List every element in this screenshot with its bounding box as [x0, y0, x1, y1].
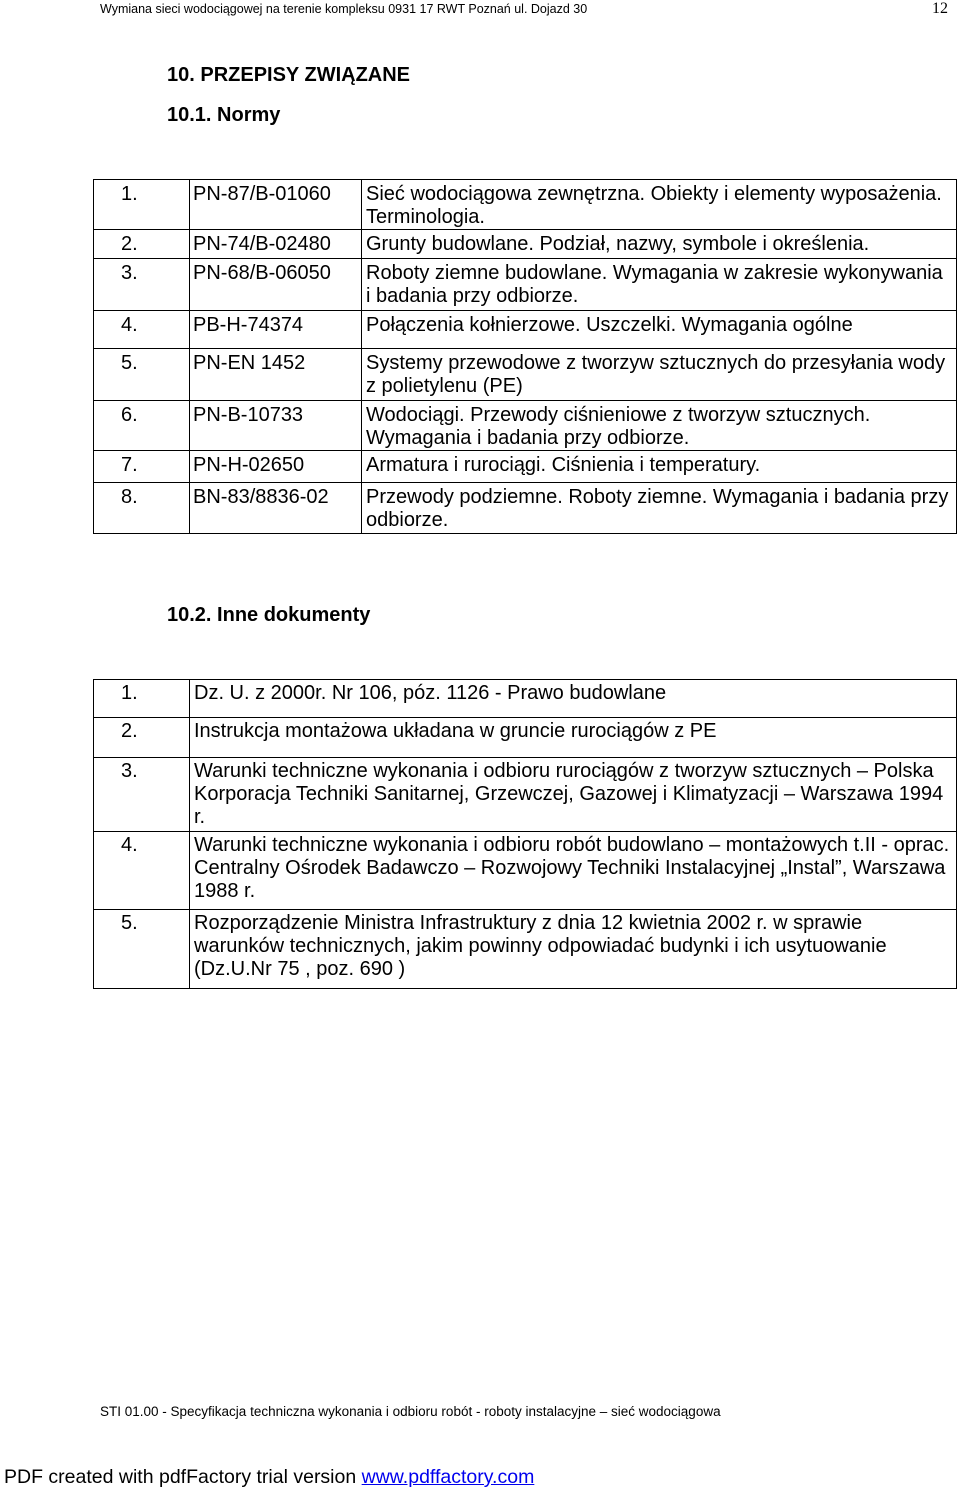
- table-row: [94, 832, 957, 910]
- norm-number: 4.: [94, 311, 190, 349]
- norm-number: 1.: [94, 180, 190, 230]
- norm-number: 8.: [94, 483, 190, 534]
- table-row: [94, 401, 957, 451]
- norm-number: 7.: [94, 451, 190, 483]
- documents-table: [93, 679, 957, 989]
- table-row: [94, 910, 957, 989]
- table-row: [94, 180, 957, 230]
- pdffactory-link[interactable]: www.pdffactory.com: [361, 1466, 535, 1488]
- norm-number: 3.: [94, 259, 190, 311]
- norm-code: PN-EN 1452: [190, 349, 362, 401]
- pdf-creator-note: [4, 1466, 534, 1489]
- subsection-title-documents: 10.2. Inne dokumenty: [167, 604, 371, 626]
- norm-description: Połączenia kołnierzowe. Uszczelki. Wymagania ogólne: [362, 311, 957, 349]
- table-row: [94, 718, 957, 758]
- norm-number: 5.: [94, 349, 190, 401]
- document-text: Instrukcja montażowa układana w gruncie rurociągów z PE: [190, 718, 957, 758]
- subsection-title-norms: 10.1. Normy: [167, 104, 281, 126]
- norm-code: PN-74/B-02480: [190, 230, 362, 259]
- norm-code: BN-83/8836-02: [190, 483, 362, 534]
- document-text: Rozporządzenie Ministra Infrastruktury z dnia 12 kwietnia 2002 r. w sprawie warunków technicznych, jakim powinny odpowiadać budynki i ich usytuowanie (Dz.U.Nr 75 , poz. 690 ): [190, 910, 957, 989]
- table-row: [94, 311, 957, 349]
- table-row: [94, 758, 957, 832]
- document-number: 1.: [94, 680, 190, 718]
- document-number: 3.: [94, 758, 190, 832]
- norm-number: 6.: [94, 401, 190, 451]
- pdf-creator-text: PDF created with pdfFactory trial version: [4, 1466, 362, 1488]
- document-text: Warunki techniczne wykonania i odbioru rurociągów z tworzyw sztucznych – Polska Korporacja Techniki Sanitarnej, Grzewczej, Gazowej i Klimatyzacji – Warszawa 1994 r.: [190, 758, 957, 832]
- document-number: 5.: [94, 910, 190, 989]
- norm-description: Roboty ziemne budowlane. Wymagania w zakresie wykonywania i badania przy odbiorze.: [362, 259, 957, 311]
- norm-description: Grunty budowlane. Podział, nazwy, symbole i określenia.: [362, 230, 957, 259]
- document-text: Warunki techniczne wykonania i odbioru robót budowlano – montażowych t.II - oprac. Centralny Ośrodek Badawczo – Rozwojowy Techniki Instalacyjnej „Instal”, Warszawa 1988 r.: [190, 832, 957, 910]
- section-title: 10. PRZEPISY ZWIĄZANE: [167, 64, 411, 86]
- norm-code: PN-H-02650: [190, 451, 362, 483]
- norm-description: Wodociągi. Przewody ciśnieniowe z tworzyw sztucznych. Wymagania i badania przy odbiorze.: [362, 401, 957, 451]
- table-row: [94, 483, 957, 534]
- document-number: 2.: [94, 718, 190, 758]
- document-number: 4.: [94, 832, 190, 910]
- footer-spec: STI 01.00 - Specyfikacja techniczna wykonania i odbioru robót - roboty instalacyjne – sieć wodociągowa: [100, 1404, 721, 1419]
- table-row: [94, 259, 957, 311]
- norm-code: PN-87/B-01060: [190, 180, 362, 230]
- norm-number: 2.: [94, 230, 190, 259]
- page-number: 12: [932, 0, 948, 17]
- table-row: [94, 451, 957, 483]
- table-row: [94, 680, 957, 718]
- running-header: Wymiana sieci wodociągowej na terenie kompleksu 0931 17 RWT Poznań ul. Dojazd 30: [100, 2, 588, 16]
- table-row: [94, 349, 957, 401]
- norm-code: PB-H-74374: [190, 311, 362, 349]
- norm-description: Przewody podziemne. Roboty ziemne. Wymagania i badania przy odbiorze.: [362, 483, 957, 534]
- norm-description: Systemy przewodowe z tworzyw sztucznych do przesyłania wody z polietylenu (PE): [362, 349, 957, 401]
- norms-table: [93, 179, 957, 534]
- norm-code: PN-68/B-06050: [190, 259, 362, 311]
- norm-description: Sieć wodociągowa zewnętrzna. Obiekty i elementy wyposażenia. Terminologia.: [362, 180, 957, 230]
- norm-code: PN-B-10733: [190, 401, 362, 451]
- table-row: [94, 230, 957, 259]
- norm-description: Armatura i rurociągi. Ciśnienia i temperatury.: [362, 451, 957, 483]
- document-text: Dz. U. z 2000r. Nr 106, póz. 1126 - Prawo budowlane: [190, 680, 957, 718]
